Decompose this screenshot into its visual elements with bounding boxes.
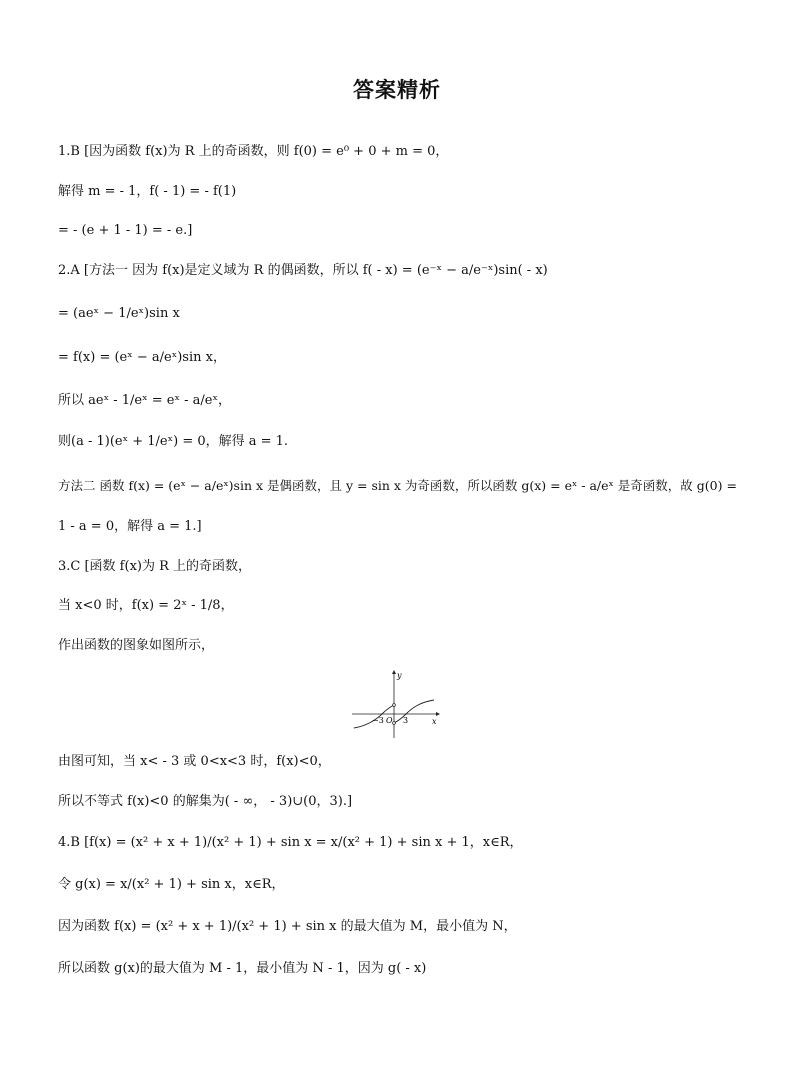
text-line: 当 x<0 时，f(x) = 2ˣ - 1/8， — [58, 598, 234, 613]
text-line: 1 - a = 0，解得 a = 1.] — [58, 519, 202, 534]
text-line: 4.B [f(x) = (x² + x + 1)/(x² + 1) + sin x = x/(x² + 1) + sin x + 1，x∈R， — [58, 835, 523, 850]
text-line: 所以 aeˣ - 1/eˣ = eˣ - a/eˣ， — [58, 393, 231, 408]
text-line: 所以函数 g(x)的最大值为 M - 1，最小值为 N - 1，因为 g( - x) — [58, 961, 427, 976]
open-point — [393, 722, 396, 725]
function-graph — [350, 668, 440, 740]
text-line: 作出函数的图象如图所示， — [58, 638, 215, 653]
text-line: = (aeˣ − 1/eˣ)sin x — [58, 306, 180, 321]
curve-right — [394, 700, 434, 723]
text-line: 令 g(x) = x/(x² + 1) + sin x，x∈R， — [58, 877, 285, 892]
text-line: 则(a - 1)(eˣ + 1/eˣ) = 0，解得 a = 1. — [58, 434, 289, 449]
tick-label-neg: −3 — [372, 716, 384, 725]
x-axis-label: x — [432, 717, 437, 726]
page-title: 答案精析 — [353, 78, 441, 102]
text-line: = f(x) = (eˣ − a/eˣ)sin x， — [58, 350, 226, 365]
y-axis-arrow — [392, 670, 396, 674]
text-line: 解得 m = - 1，f( - 1) = - f(1) — [58, 184, 237, 199]
text-line: 因为函数 f(x) = (x² + x + 1)/(x² + 1) + sin x 的最大值为 M，最小值为 N， — [58, 919, 517, 934]
tick-label-pos: 3 — [403, 716, 409, 725]
text-line: 1.B [因为函数 f(x)为 R 上的奇函数，则 f(0) = e⁰ + 0 + m = 0， — [58, 144, 449, 159]
open-point — [393, 704, 396, 707]
x-axis-arrow — [436, 712, 440, 716]
text-line: 方法二 函数 f(x) = (eˣ − a/eˣ)sin x 是偶函数，且 y = sin x 为奇函数，所以函数 g(x) = eˣ - a/eˣ 是奇函数，故 g(0) = — [58, 478, 737, 493]
text-line: 所以不等式 f(x)<0 的解集为( - ∞， - 3)∪(0，3).] — [58, 794, 353, 809]
text-line: = - (e + 1 - 1) = - e.] — [58, 223, 193, 238]
text-line: 3.C [函数 f(x)为 R 上的奇函数， — [58, 559, 252, 574]
text-line: 由图可知，当 x< - 3 或 0<x<3 时，f(x)<0， — [58, 754, 331, 769]
origin-label: O — [386, 716, 393, 725]
y-axis-label: y — [397, 671, 402, 680]
text-line: 2.A [方法一 因为 f(x)是定义域为 R 的偶函数，所以 f( - x) = (e⁻ˣ − a/e⁻ˣ)sin( - x) — [58, 263, 548, 278]
